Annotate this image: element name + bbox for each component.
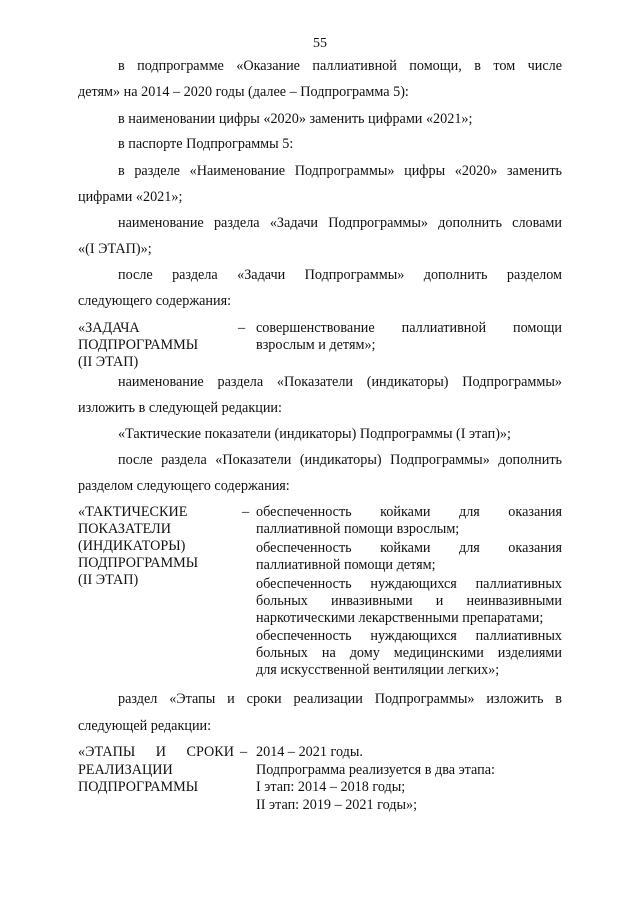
- block-text: обеспеченность нуждающихся паллиативных: [256, 628, 562, 644]
- paragraph-line: раздел «Этапы и сроки реализации Подпрограммы» изложить в: [118, 691, 562, 707]
- paragraph-line: после раздела «Задачи Подпрограммы» дополнить разделом: [118, 267, 562, 283]
- paragraph-line: в разделе «Наименование Подпрограммы» цифры «2020» заменить: [118, 163, 562, 179]
- paragraph-line: в подпрограмме «Оказание паллиативной помощи, в том числе: [118, 58, 562, 74]
- block-label: (II ЭТАП): [78, 354, 139, 370]
- block-text: 2014 – 2021 годы.: [256, 744, 363, 760]
- paragraph-line: «(I ЭТАП)»;: [78, 241, 152, 257]
- paragraph-line: в паспорте Подпрограммы 5:: [118, 136, 294, 152]
- paragraph-line: «Тактические показатели (индикаторы) Подпрограммы (I этап)»;: [118, 426, 511, 442]
- paragraph-line: наименование раздела «Задачи Подпрограммы» дополнить словами: [118, 215, 562, 231]
- block-text: обеспеченность нуждающихся паллиативных: [256, 576, 562, 592]
- block-text: обеспеченность койками для оказания: [256, 504, 562, 520]
- block-text: Подпрограмма реализуется в два этапа:: [256, 762, 495, 778]
- block-dash: –: [238, 320, 246, 336]
- block-label: ПОДПРОГРАММЫ: [78, 779, 199, 795]
- block-label: ПОКАЗАТЕЛИ: [78, 521, 171, 537]
- block-text: паллиативной помощи взрослым;: [256, 521, 460, 537]
- block-dash: –: [242, 504, 250, 520]
- block-label: «ЭТАПЫ И СРОКИ: [78, 744, 234, 760]
- block-text: паллиативной помощи детям;: [256, 557, 436, 573]
- paragraph-line: изложить в следующей редакции:: [78, 400, 282, 416]
- block-label: ПОДПРОГРАММЫ: [78, 555, 199, 571]
- block-label: (II ЭТАП): [78, 572, 139, 588]
- block-text: I этап: 2014 – 2018 годы;: [256, 779, 406, 795]
- paragraph-line: следующей редакции:: [78, 718, 212, 734]
- paragraph-line: цифрами «2021»;: [78, 189, 183, 205]
- block-text: больных на дому медицинскими изделиями: [256, 645, 562, 661]
- block-label: (ИНДИКАТОРЫ): [78, 538, 186, 554]
- block-text: II этап: 2019 – 2021 годы»;: [256, 797, 418, 813]
- block-text: совершенствование паллиативной помощи: [256, 320, 562, 336]
- block-text: наркотическими лекарственными препаратами;: [256, 610, 544, 626]
- block-text: взрослым и детям»;: [256, 337, 376, 353]
- paragraph-line: разделом следующего содержания:: [78, 478, 290, 494]
- block-dash: –: [240, 744, 248, 760]
- block-label: РЕАЛИЗАЦИИ: [78, 762, 173, 778]
- paragraph-line: после раздела «Показатели (индикаторы) Подпрограммы» дополнить: [118, 452, 562, 468]
- paragraph-line: наименование раздела «Показатели (индикаторы) Подпрограммы»: [118, 374, 562, 390]
- block-label: «ЗАДАЧА: [78, 320, 140, 336]
- paragraph-line: следующего содержания:: [78, 293, 232, 309]
- paragraph-line: в наименовании цифры «2020» заменить цифрами «2021»;: [118, 111, 473, 127]
- paragraph-line: детям» на 2014 – 2020 годы (далее – Подпрограмма 5):: [78, 84, 409, 100]
- page-number: 55: [313, 36, 327, 51]
- block-text: для искусственной вентиляции легких»;: [256, 662, 500, 678]
- block-text: обеспеченность койками для оказания: [256, 540, 562, 556]
- block-label: «ТАКТИЧЕСКИЕ: [78, 504, 188, 520]
- block-label: ПОДПРОГРАММЫ: [78, 337, 199, 353]
- block-text: больных инвазивными и неинвазивными: [256, 593, 562, 609]
